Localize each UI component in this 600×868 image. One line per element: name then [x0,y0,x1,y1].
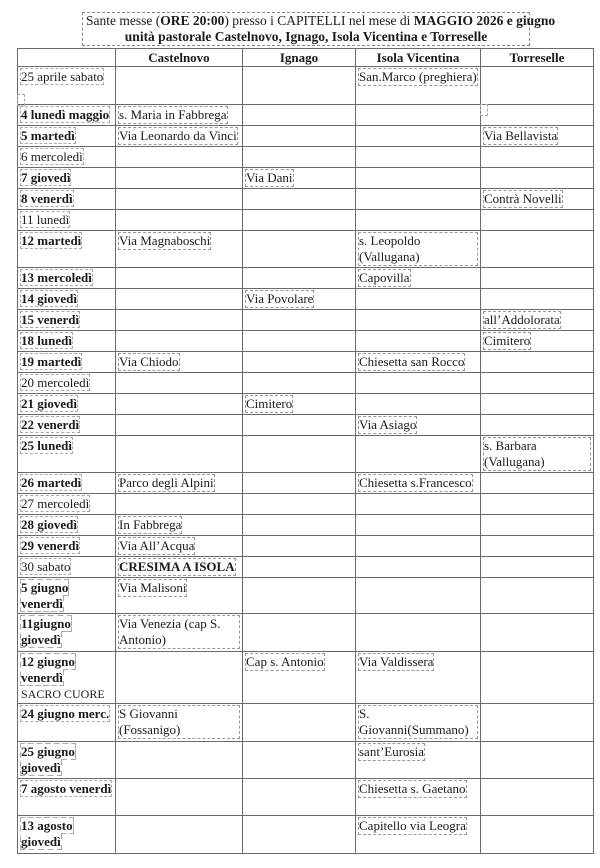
cell-isola [356,105,481,126]
table-row [18,536,594,557]
date-label: 7 agosto venerdì [21,781,112,796]
table-row [18,515,594,536]
cell-ignago [243,473,356,494]
cell-isola [356,536,481,557]
cell-isola [356,742,481,779]
cell-torreselle [481,394,594,415]
cell-torreselle [481,67,594,105]
location-label: Chiesetta s. Gaetano [359,781,466,796]
cell-ignago [243,557,356,578]
location-label: Contrà Novelli [484,191,562,206]
cell-castelnovo [116,394,243,415]
cell-torreselle [481,536,594,557]
date-label: 13 agosto giovedì [21,818,73,849]
location-label: Via Chiodo [119,354,179,369]
row-date [18,210,116,231]
cell-castelnovo [116,126,243,147]
scan-mark [480,104,488,116]
cell-isola [356,614,481,652]
cell-ignago [243,578,356,614]
header-castelnovo: Castelnovo [116,49,243,67]
date-label: 4 lunedì maggio [21,107,110,122]
cell-torreselle [481,126,594,147]
row-date [18,147,116,168]
row-date [18,331,116,352]
cell-castelnovo [116,578,243,614]
cell-torreselle [481,652,594,704]
table-row [18,352,594,373]
date-note: SACRO CUORE [21,687,105,701]
row-date [18,289,116,310]
date-label: 8 venerdì [21,191,73,206]
location-label: Cimitero [246,396,293,411]
row-date [18,473,116,494]
row-date [18,415,116,436]
location-label: S Giovanni (Fossanigo) [119,706,239,738]
page-title-line2: unità pastorale Castelnovo, Ignago, Isola Vicentina e Torreselle [124,29,488,44]
table-row [18,67,594,105]
row-date [18,352,116,373]
location-label: s. Leopoldo (Vallugana) [359,233,477,265]
date-label: 25 lunedì [21,438,72,453]
cell-isola [356,473,481,494]
cell-ignago [243,816,356,854]
cell-torreselle [481,515,594,536]
cell-ignago [243,436,356,473]
cell-isola [356,515,481,536]
cell-ignago [243,704,356,742]
date-label: 12 martedì [21,233,82,248]
date-label: 6 mercoledì [21,149,83,164]
cell-isola [356,494,481,515]
location-label: Capovilla [359,270,410,285]
cell-isola [356,189,481,210]
cell-castelnovo [116,168,243,189]
cell-isola [356,779,481,816]
row-date [18,578,116,614]
table-row [18,105,594,126]
table-row [18,231,594,268]
location-label: Via Malisoni [119,580,187,595]
schedule-table [17,48,594,854]
cell-isola [356,704,481,742]
location-label: Cap s. Antonio [246,654,324,669]
row-date [18,394,116,415]
cell-torreselle [481,816,594,854]
cell-torreselle [481,289,594,310]
cell-torreselle [481,268,594,289]
cell-castelnovo [116,473,243,494]
row-date [18,105,116,126]
cell-ignago [243,289,356,310]
date-label: 5 martedì [21,128,75,143]
schedule-body [18,67,594,854]
cell-isola [356,415,481,436]
location-label: sant’Eurosia [359,744,424,759]
cell-isola [356,210,481,231]
table-row [18,210,594,231]
cell-torreselle [481,210,594,231]
location-label: Cimitero [484,333,531,348]
row-date [18,557,116,578]
cell-isola [356,652,481,704]
cell-torreselle [481,415,594,436]
date-label: 28 giovedì [21,517,77,532]
page-title-line1: Sante messe (ORE 20:00) presso i CAPITELLI nel mese di MAGGIO 2026 e giugno [86,13,556,28]
location-label: Via Bellavista [484,128,558,143]
date-label: 29 venerdì [21,538,80,553]
cell-castelnovo [116,105,243,126]
date-label: 27 mercoledì [21,496,90,511]
cell-ignago [243,742,356,779]
row-date [18,515,116,536]
date-label: 25 aprile sabato [21,69,104,84]
cell-castelnovo [116,614,243,652]
cell-torreselle [481,494,594,515]
cell-ignago [243,126,356,147]
location-label: Chiesetta s.Francesco [359,475,472,490]
cell-ignago [243,189,356,210]
row-date [18,436,116,473]
cell-castelnovo [116,210,243,231]
cell-torreselle [481,578,594,614]
header-torreselle: Torreselle [481,49,594,67]
cell-isola [356,268,481,289]
row-date [18,494,116,515]
location-label: CRESIMA A ISOLA [119,559,235,574]
cell-ignago [243,515,356,536]
cell-ignago [243,373,356,394]
cell-castelnovo [116,436,243,473]
row-date [18,816,116,854]
cell-isola [356,373,481,394]
cell-torreselle [481,557,594,578]
date-label: 5 giugno venerdì [21,580,69,611]
cell-torreselle [481,168,594,189]
row-date [18,614,116,652]
date-label: 7 giovedì [21,170,71,185]
table-row [18,494,594,515]
cell-castelnovo [116,352,243,373]
location-label: In Fabbrega [119,517,182,532]
table-row [18,168,594,189]
location-label: Via Povolare [246,291,314,306]
date-label: 26 martedì [21,475,82,490]
row-date [18,268,116,289]
row-date [18,67,116,105]
table-row [18,289,594,310]
cell-ignago [243,331,356,352]
row-date [18,310,116,331]
cell-isola [356,310,481,331]
cell-castelnovo [116,331,243,352]
cell-ignago [243,415,356,436]
cell-castelnovo [116,189,243,210]
cell-isola [356,231,481,268]
location-label: Via Asiago [359,417,417,432]
date-label: 14 giovedì [21,291,77,306]
cell-isola [356,816,481,854]
cell-castelnovo [116,742,243,779]
header-isola-vicentina: Isola Vicentina [356,49,481,67]
table-row [18,147,594,168]
cell-torreselle [481,614,594,652]
cell-isola [356,394,481,415]
cell-castelnovo [116,652,243,704]
cell-ignago [243,67,356,105]
date-label: 19 martedì [21,354,82,369]
row-date [18,652,116,704]
cell-isola [356,436,481,473]
table-row [18,578,594,614]
cell-ignago [243,352,356,373]
cell-ignago [243,494,356,515]
date-label: 25 giugno giovedì [21,744,75,775]
cell-isola [356,557,481,578]
cell-ignago [243,614,356,652]
table-row [18,415,594,436]
cell-castelnovo [116,816,243,854]
cell-isola [356,168,481,189]
location-label: Parco degli Alpini [119,475,214,490]
cell-torreselle [481,436,594,473]
location-label: all’Addolorata [484,312,560,327]
table-row [18,394,594,415]
row-date [18,168,116,189]
location-label: Via Leonardo da Vinci [119,128,237,143]
cell-ignago [243,147,356,168]
cell-isola [356,147,481,168]
table-row [18,126,594,147]
cell-torreselle [481,779,594,816]
cell-castelnovo [116,515,243,536]
location-label: S. Giovanni(Summano) [359,706,477,738]
cell-castelnovo [116,373,243,394]
cell-castelnovo [116,494,243,515]
cell-torreselle [481,352,594,373]
cell-castelnovo [116,67,243,105]
row-date [18,704,116,742]
cell-isola [356,331,481,352]
location-label: Via All’Acqua [119,538,195,553]
scan-mark [17,94,25,106]
cell-ignago [243,394,356,415]
header-ignago: Ignago [243,49,356,67]
date-label: 22 venerdì [21,417,80,432]
table-row [18,557,594,578]
table-row [18,436,594,473]
cell-torreselle [481,147,594,168]
date-label: 13 mercoledì [21,270,92,285]
date-label: 24 giugno merc. [21,706,110,721]
location-label: Capitello via Leogra [359,818,466,833]
cell-castelnovo [116,557,243,578]
cell-castelnovo [116,147,243,168]
cell-isola [356,578,481,614]
location-label: s. Barbara (Vallugana) [484,438,590,470]
location-label: Via Magnaboschi [119,233,211,248]
date-label: 15 venerdì [21,312,80,327]
cell-castelnovo [116,704,243,742]
cell-torreselle [481,473,594,494]
date-label: 21 giovedì [21,396,77,411]
location-label: Via Valdissera [359,654,434,669]
cell-castelnovo [116,779,243,816]
cell-torreselle [481,742,594,779]
header-date [18,49,116,67]
table-row [18,779,594,816]
location-label: Via Venezia (cap S. Antonio) [119,616,239,648]
row-date [18,189,116,210]
table-row [18,189,594,210]
cell-castelnovo [116,231,243,268]
cell-torreselle [481,105,594,126]
date-label: 11giugno giovedì [21,616,71,647]
cell-ignago [243,652,356,704]
cell-isola [356,67,481,105]
table-row [18,373,594,394]
location-label: Via Dani [246,170,293,185]
cell-ignago [243,105,356,126]
row-date [18,536,116,557]
cell-castelnovo [116,289,243,310]
cell-castelnovo [116,268,243,289]
cell-ignago [243,779,356,816]
row-date [18,742,116,779]
cell-ignago [243,268,356,289]
cell-isola [356,352,481,373]
table-row [18,473,594,494]
table-row [18,331,594,352]
table-row [18,816,594,854]
location-label: San.Marco (preghiera) [359,69,477,84]
table-row [18,310,594,331]
location-label: Chiesetta san Rocco [359,354,465,369]
row-date [18,373,116,394]
cell-ignago [243,210,356,231]
cell-torreselle [481,310,594,331]
cell-ignago [243,168,356,189]
cell-ignago [243,536,356,557]
table-row [18,268,594,289]
table-row [18,704,594,742]
date-label: 11 lunedì [21,212,70,227]
cell-torreselle [481,189,594,210]
table-row [18,652,594,704]
row-date [18,126,116,147]
table-header-row [18,49,594,67]
cell-castelnovo [116,536,243,557]
cell-castelnovo [116,415,243,436]
cell-torreselle [481,373,594,394]
cell-torreselle [481,331,594,352]
date-label: 12 giugno venerdì [21,654,75,685]
date-label: 30 sabato [21,559,71,574]
cell-ignago [243,231,356,268]
cell-ignago [243,310,356,331]
row-date [18,231,116,268]
cell-castelnovo [116,310,243,331]
location-label: s. Maria in Fabbrega [119,107,227,122]
date-label: 20 mercoledì [21,375,90,390]
cell-torreselle [481,231,594,268]
row-date [18,779,116,816]
table-row [18,742,594,779]
cell-isola [356,289,481,310]
date-label: 18 lunedì [21,333,72,348]
cell-torreselle [481,704,594,742]
table-row [18,614,594,652]
cell-isola [356,126,481,147]
